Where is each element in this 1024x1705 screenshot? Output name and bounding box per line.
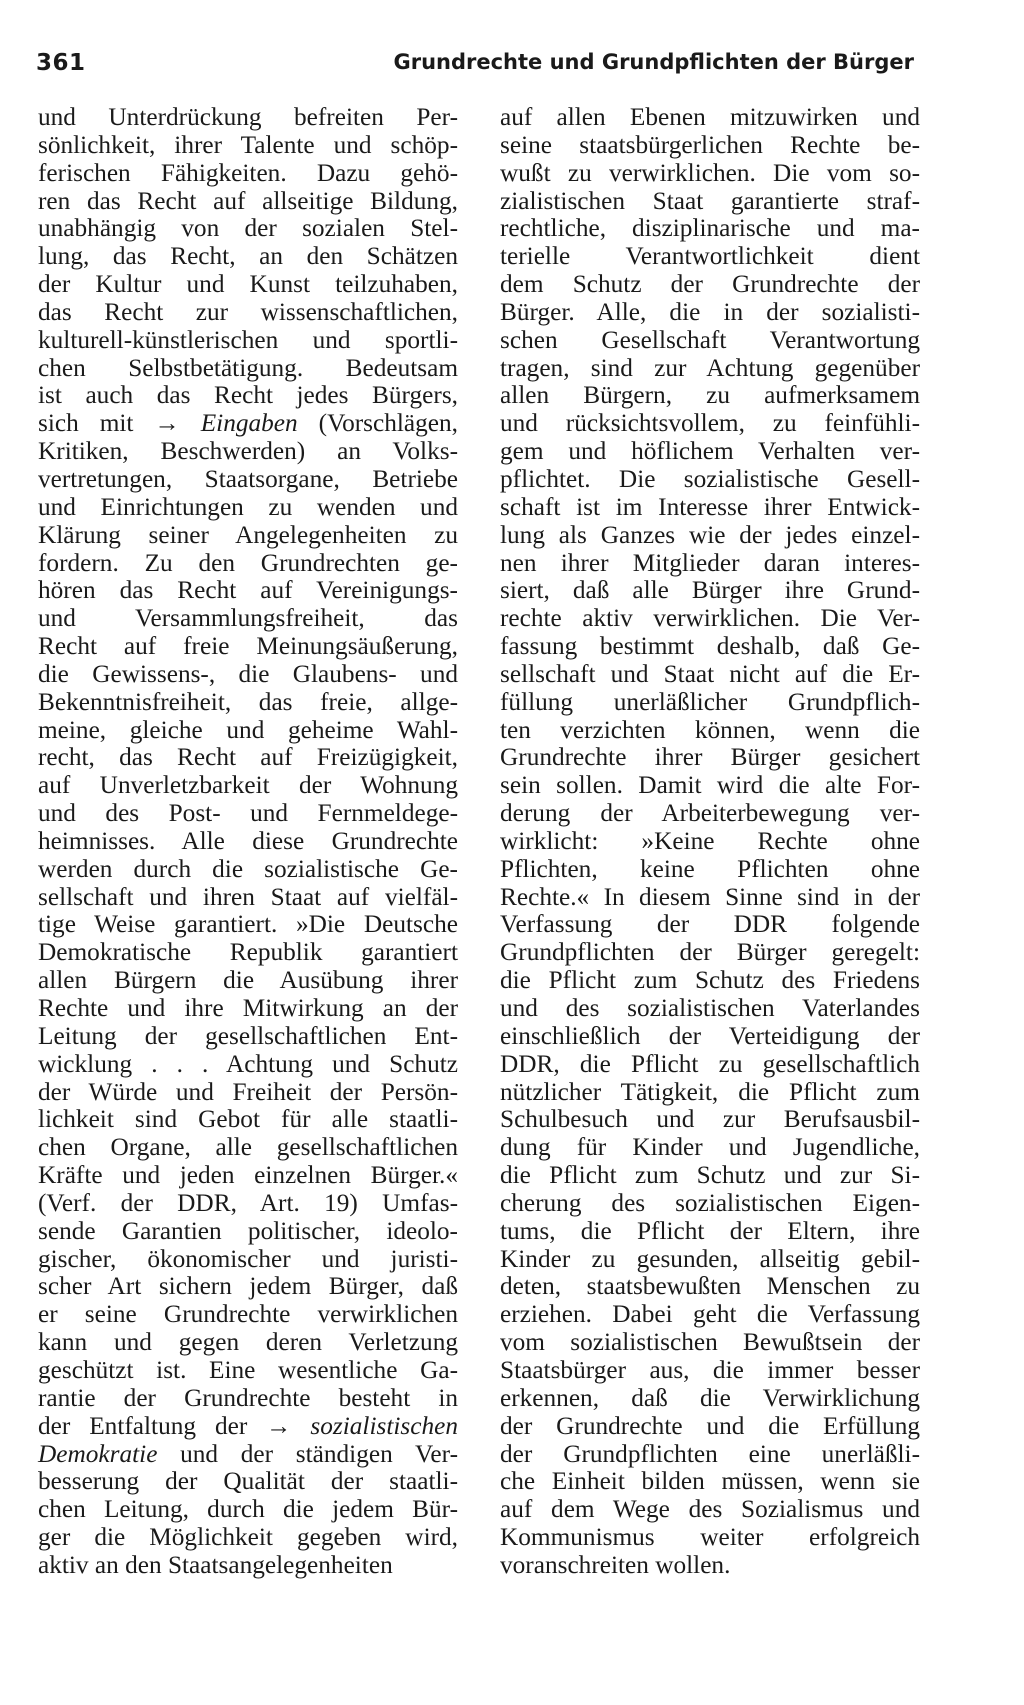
text-line: vom sozialistischen Bewußtsein der [500,1328,920,1357]
text-line: der Grundrechte und die Erfüllung [500,1411,920,1440]
text-line: und Versammlungsfreiheit, das [38,604,458,633]
page-header [36,50,914,82]
text-line: und Unterdrückung befreiten Per- [38,103,458,131]
text-line: hören das Recht auf Vereinigungs- [38,576,458,605]
text-line: nützlicher Tätigkeit, die Pflicht zum [500,1077,920,1106]
text-line: die Pflicht zum Schutz und zur Si- [500,1161,920,1190]
text-line: Rechte.« In diesem Sinne sind in der [500,882,920,911]
text-line: kann und gegen deren Verletzung [38,1328,458,1357]
text-line: gem und höflichem Verhalten ver- [500,437,920,466]
text-line: schaft ist im Interesse ihrer Entwick- [500,492,920,521]
text-line: rechte aktiv verwirklichen. Die Ver- [500,604,920,633]
text-line: tums, die Pflicht der Eltern, ihre [500,1216,920,1245]
text-line: Verfassung der DDR folgende [500,910,920,939]
text-line: sellschaft und ihren Staat auf vielfäl- [38,882,458,911]
text-line: Bürger. Alle, die in der sozialisti- [500,297,920,326]
text-line: werden durch die sozialistische Ge- [38,854,458,883]
text-line: ren das Recht auf allseitige Bildung, [38,186,458,215]
text-line: auf allen Ebenen mitzuwirken und [500,103,920,131]
text-line: ferischen Fähigkeiten. Dazu gehö- [38,158,458,187]
text-line: kulturell-künstlerischen und sportli- [38,325,458,354]
text-line: DDR, die Pflicht zu gesellschaftlich [500,1049,920,1078]
text-line: das Recht zur wissenschaftlichen, [38,297,458,326]
text-line: besserung der Qualität der staatli- [38,1467,458,1496]
text-line: Demokratie und der ständigen Ver- [38,1439,458,1468]
text-line: gischer, ökonomischer und juristi- [38,1244,458,1273]
text-line: auf dem Wege des Sozialismus und [500,1495,920,1524]
text-line: allen Bürgern, zu aufmerksamem [500,381,920,410]
text-line: rantie der Grundrechte besteht in [38,1383,458,1412]
text-line: Grundpflichten der Bürger geregelt: [500,938,920,967]
text-line: fordern. Zu den Grundrechten ge- [38,548,458,577]
text-line: vertretungen, Staatsorgane, Betriebe [38,464,458,493]
text-line: Grundrechte ihrer Bürger gesichert [500,743,920,772]
text-line: rechtliche, disziplinarische und ma- [500,214,920,243]
text-line: lung, das Recht, an den Schätzen [38,242,458,271]
text-line: wußt zu verwirklichen. Die vom so- [500,158,920,187]
text-line: chen Selbstbetätigung. Bedeutsam [38,353,458,382]
text-line: dung für Kinder und Jugendliche, [500,1133,920,1162]
text-line: auf Unverletzbarkeit der Wohnung [38,771,458,800]
text-line: fassung bestimmt deshalb, daß Ge- [500,632,920,661]
text-line: ten verzichten können, wenn die [500,715,920,744]
text-line: sich mit → Eingaben (Vorschlägen, [38,409,458,438]
text-line: chen Leitung, durch die jedem Bür- [38,1495,458,1524]
text-line: erkennen, daß die Verwirklichung [500,1383,920,1412]
text-line: wirklicht: »Keine Rechte ohne [500,826,920,855]
text-line: Schulbesuch und zur Berufsausbil- [500,1105,920,1134]
text-line: Kritiken, Beschwerden) an Volks- [38,437,458,466]
text-line: tige Weise garantiert. »Die Deutsche [38,910,458,939]
text-line: der Kultur und Kunst teilzuhaben, [38,270,458,299]
text-line: unabhängig von der sozialen Stel- [38,214,458,243]
text-line: und des Post- und Fernmeldege- [38,799,458,828]
text-line: die Pflicht zum Schutz des Friedens [500,966,920,995]
text-line: derung der Arbeiterbewegung ver- [500,799,920,828]
text-line: geschützt ist. Eine wesentliche Ga- [38,1355,458,1384]
text-line: der Grundpflichten eine unerläßli- [500,1439,920,1468]
text-line: lichkeit sind Gebot für alle staatli- [38,1105,458,1134]
text-line: Staatsbürger aus, die immer besser [500,1355,920,1384]
text-line: schen Gesellschaft Verantwortung [500,325,920,354]
text-line: er seine Grundrechte verwirklichen [38,1300,458,1329]
text-line: Recht auf freie Meinungsäußerung, [38,632,458,661]
text-line: zialistischen Staat garantierte straf- [500,186,920,215]
text-line: seine staatsbürgerlichen Rechte be- [500,130,920,159]
text-line: sende Garantien politischer, ideolo- [38,1216,458,1245]
text-line: tragen, sind zur Achtung gegenüber [500,353,920,382]
text-line: und Einrichtungen zu wenden und [38,492,458,521]
text-line: Kommunismus weiter erfolgreich [500,1523,920,1552]
text-line: heimnisses. Alle diese Grundrechte [38,826,458,855]
text-line: Rechte und ihre Mitwirkung an der [38,994,458,1022]
text-line: der Würde und Freiheit der Persön- [38,1077,458,1106]
text-column-left [38,104,458,1580]
text-line: Kinder zu gesunden, allseitig gebil- [500,1244,920,1273]
text-line: chen Organe, alle gesellschaftlichen [38,1133,458,1162]
text-line: ist auch das Recht jedes Bürgers, [38,381,458,410]
text-line: lung als Ganzes wie der jedes einzel- [500,520,920,549]
text-line: einschließlich der Verteidigung der [500,1021,920,1050]
text-line: sellschaft und Staat nicht auf die Er- [500,659,920,688]
text-line: und rücksichtsvollem, zu feinfühli- [500,409,920,438]
text-line: füllung unerläßlicher Grundpflich- [500,687,920,716]
text-line: und des sozialistischen Vaterlandes [500,994,920,1022]
text-line: die Gewissens-, die Glaubens- und [38,659,458,688]
text-line: nen ihrer Mitglieder daran interes- [500,548,920,577]
text-line: dem Schutz der Grundrechte der [500,270,920,299]
text-line: ger die Möglichkeit gegeben wird, [38,1523,458,1552]
text-line: Leitung der gesellschaftlichen Ent- [38,1021,458,1050]
text-line: deten, staatsbewußten Menschen zu [500,1272,920,1301]
text-line: terielle Verantwortlichkeit dient [500,242,920,271]
text-line: voranschreiten wollen. [500,1550,731,1579]
text-line: meine, gleiche und geheime Wahl- [38,715,458,744]
text-line: scher Art sichern jedem Bürger, daß [38,1272,458,1301]
text-column-right [500,104,920,1580]
text-line: siert, daß alle Bürger ihre Grund- [500,576,920,605]
text-line: Bekenntnisfreiheit, das freie, allge- [38,687,458,716]
text-line: Kräfte und jeden einzelnen Bürger.« [38,1161,458,1190]
text-line: der Entfaltung der → sozialistischen [38,1411,458,1440]
text-line: erziehen. Dabei geht die Verfassung [500,1300,920,1329]
text-line: che Einheit bilden müssen, wenn sie [500,1467,920,1496]
text-line: wicklung . . . Achtung und Schutz [38,1049,458,1078]
text-line: sönlichkeit, ihrer Talente und schöp- [38,130,458,159]
text-line: Klärung seiner Angelegenheiten zu [38,520,458,549]
running-head: Grundrechte und Grundpflichten der Bürger [393,50,914,74]
text-line: sein sollen. Damit wird die alte For- [500,771,920,800]
text-line: Pflichten, keine Pflichten ohne [500,854,920,883]
page-number: 361 [36,50,86,76]
text-line: Demokratische Republik garantiert [38,938,458,967]
text-line: pflichtet. Die sozialistische Gesell- [500,464,920,493]
text-line: cherung des sozialistischen Eigen- [500,1188,920,1217]
text-line: allen Bürgern die Ausübung ihrer [38,966,458,995]
text-line: recht, das Recht auf Freizügigkeit, [38,743,458,772]
text-line: (Verf. der DDR, Art. 19) Umfas- [38,1188,458,1217]
text-line: aktiv an den Staatsangelegenheiten [38,1550,393,1579]
